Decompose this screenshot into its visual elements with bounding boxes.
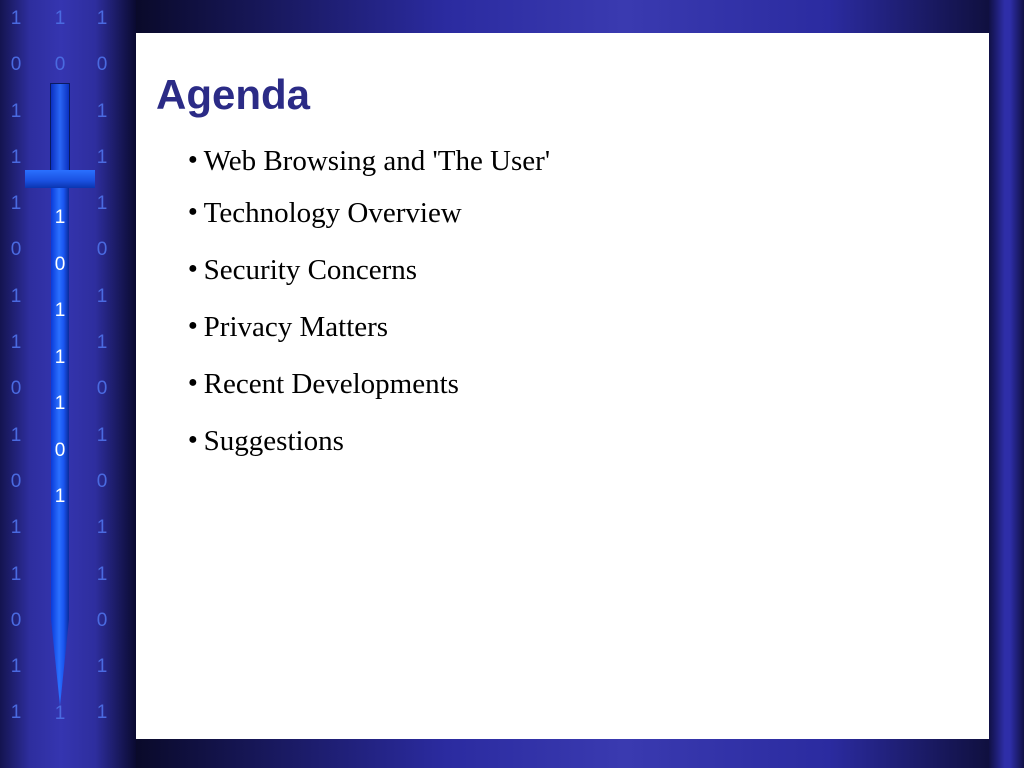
binary-column-right xyxy=(92,6,112,747)
agenda-item xyxy=(188,307,550,347)
blade-digit: 0 xyxy=(54,253,66,275)
binary-digit: 0 xyxy=(10,378,22,400)
binary-digit: 0 xyxy=(10,609,22,631)
binary-digit: 1 xyxy=(10,193,22,215)
agenda-item-text: Recent Developments xyxy=(203,368,459,400)
binary-digit: 1 xyxy=(10,100,22,122)
binary-digit: 1 xyxy=(96,100,108,122)
binary-digit: 1 xyxy=(10,702,22,724)
binary-digit: 1 xyxy=(96,285,108,307)
bullet-icon: ● xyxy=(188,317,198,335)
binary-column-middle-bottom xyxy=(50,701,70,747)
binary-digit: 0 xyxy=(96,378,108,400)
agenda-item-text: Technology Overview xyxy=(203,197,462,229)
binary-digit: 1 xyxy=(54,703,66,724)
binary-digit: 1 xyxy=(96,146,108,168)
bullet-icon: ● xyxy=(188,431,198,449)
agenda-item-text: Suggestions xyxy=(203,425,344,457)
binary-column-left xyxy=(6,6,26,747)
binary-digit: 1 xyxy=(10,656,22,678)
slide-title: Agenda xyxy=(156,71,311,118)
binary-digit: 0 xyxy=(96,609,108,631)
agenda-item xyxy=(188,421,550,461)
bullet-icon: ● xyxy=(188,374,198,392)
binary-digit: 1 xyxy=(96,656,108,678)
binary-digit: 0 xyxy=(96,239,108,261)
binary-digit: 0 xyxy=(10,239,22,261)
binary-digit: 1 xyxy=(96,517,108,539)
agenda-item xyxy=(188,250,550,290)
blade-digit: 1 xyxy=(54,207,66,228)
binary-digit: 1 xyxy=(96,702,108,724)
binary-digit: 1 xyxy=(10,517,22,539)
binary-digit: 1 xyxy=(10,285,22,307)
blade-digits xyxy=(50,204,70,530)
binary-digit: 0 xyxy=(96,470,108,492)
binary-digit: 1 xyxy=(10,424,22,446)
binary-digit: 0 xyxy=(54,54,66,76)
binary-digit: 1 xyxy=(54,8,66,29)
binary-digit: 1 xyxy=(10,8,22,29)
binary-digit: 0 xyxy=(96,54,108,76)
binary-digit: 1 xyxy=(96,8,108,29)
blade-digit: 1 xyxy=(54,300,66,321)
binary-digit: 1 xyxy=(10,563,22,585)
binary-digit: 1 xyxy=(96,424,108,446)
binary-digit: 1 xyxy=(10,332,22,354)
slide-content-area xyxy=(136,33,989,739)
blade-digit: 0 xyxy=(54,439,66,461)
binary-digit: 1 xyxy=(96,332,108,354)
blade-digit: 1 xyxy=(54,346,66,368)
binary-digit: 1 xyxy=(96,563,108,585)
binary-column-middle xyxy=(50,6,70,99)
binary-digit: 1 xyxy=(96,193,108,215)
agenda-item xyxy=(188,364,550,404)
agenda-item-text: Privacy Matters xyxy=(203,311,389,343)
agenda-item xyxy=(188,193,550,233)
sword-guard-graphic xyxy=(25,170,95,188)
frame-bottom-bar xyxy=(136,739,1024,768)
binary-digit: 0 xyxy=(10,470,22,492)
frame-top-bar xyxy=(136,0,1024,33)
agenda-item-text: Web Browsing and 'The User' xyxy=(203,145,551,177)
bullet-icon: ● xyxy=(188,203,198,221)
binary-sidebar xyxy=(0,0,136,768)
agenda-item xyxy=(188,141,550,181)
agenda-list xyxy=(188,141,550,461)
agenda-item-text: Security Concerns xyxy=(203,254,418,286)
frame-right-bar xyxy=(989,0,1024,768)
bullet-icon: ● xyxy=(188,260,198,278)
binary-digit: 1 xyxy=(10,146,22,168)
blade-digit: 1 xyxy=(54,393,66,414)
blade-digit: 1 xyxy=(54,486,66,507)
binary-digit: 0 xyxy=(10,54,22,76)
bullet-icon: ● xyxy=(188,151,198,169)
